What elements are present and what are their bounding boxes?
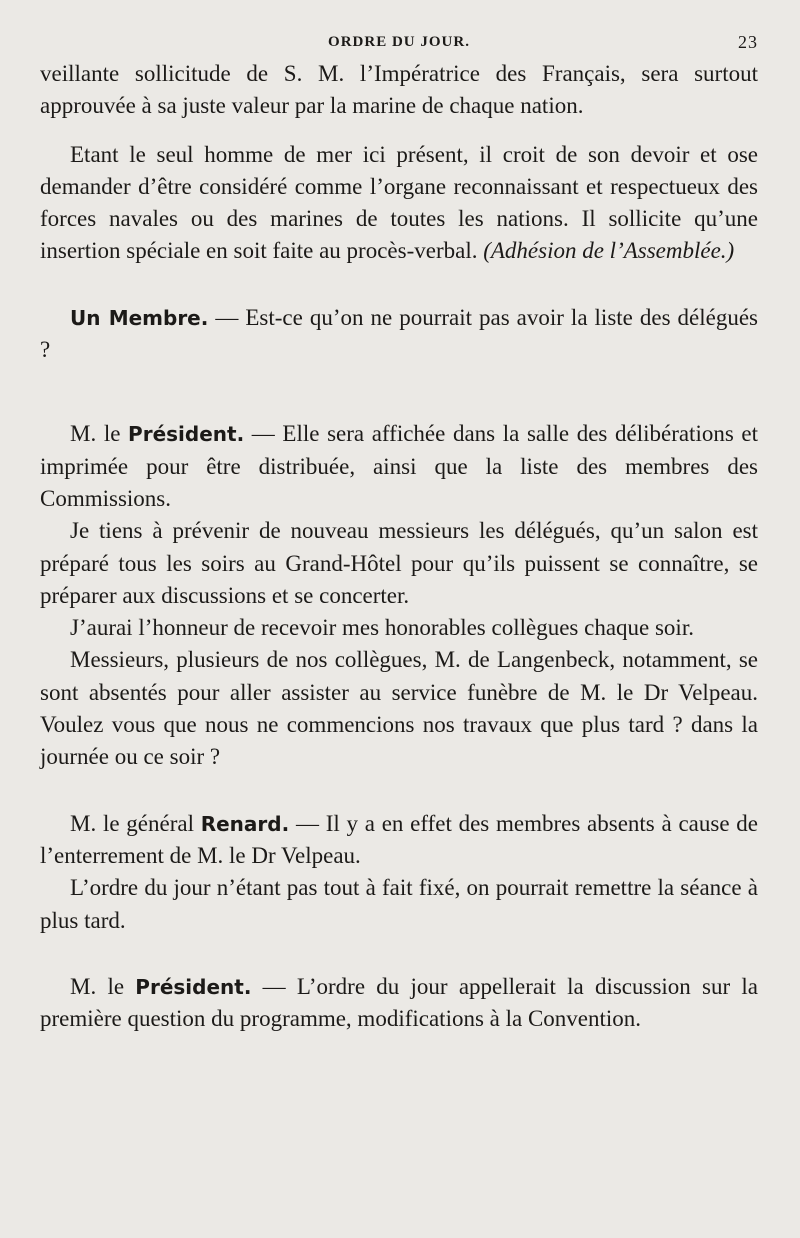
paragraph-naval-statement <box>40 139 758 268</box>
page-number: 23 <box>738 32 758 52</box>
paragraph-text: Etant le seul homme de mer ici présent, il croit de son devoir et ose demander d’être considéré comme l’organe reconnaissant et respectueux des forces navales ou des marines de toutes les nations. Il sollicite qu’une insertion spéciale en soit faite au procès-verbal. <box>40 141 758 264</box>
speech-text: — L’ordre du jour appellerait la discussion sur la première question du programme, modifications à la Convention. <box>40 973 759 1032</box>
body-text <box>40 58 758 1035</box>
paragraph-text: J’aurai l’honneur de recevoir mes honorables collègues chaque soir. <box>70 615 694 641</box>
speech-president-2 <box>40 971 758 1036</box>
paragraph-text: L’ordre du jour n’étant pas tout à fait fixé, on pourrait remettre la séance à plus tard. <box>40 875 758 933</box>
paragraph-text: Je tiens à prévenir de nouveau messieurs les délégués, qu’un salon est préparé tous les soirs au Grand-Hôtel pour qu’ils puissent se connaître, se préparer aux discussions et se concerter. <box>40 518 758 608</box>
speech-text: — Elle sera affichée dans la salle des délibérations et imprimée pour être distribuée, ainsi que la liste des membres des Commissions. <box>40 421 759 511</box>
speech-un-membre <box>40 302 758 367</box>
speaker-name: Président. <box>135 974 252 999</box>
speech-text: — Il y a en effet des membres absents à cause de l’enterrement de M. le Dr Velpeau. <box>40 810 758 868</box>
speaker-name: Un Membre. <box>70 305 209 330</box>
speaker-prefix: M. le <box>70 973 125 999</box>
running-title: ORDRE DU JOUR. <box>328 34 470 50</box>
speaker-prefix: M. le <box>70 421 121 447</box>
paragraph-ordre-du-jour <box>40 872 758 937</box>
paragraph-honneur <box>40 612 758 644</box>
speaker-prefix: M. le général <box>70 810 194 836</box>
speech-general-renard <box>40 808 758 873</box>
paragraph-continuation <box>40 58 758 123</box>
speaker-name: Président. <box>128 422 245 447</box>
stage-direction: (Adhésion de l’Assemblée.) <box>483 238 735 264</box>
speech-president-1 <box>40 418 758 515</box>
paragraph-salon <box>40 515 758 612</box>
paragraph-text: veillante sollicitude de S. M. l’Impératrice des Français, sera surtout approuvée à sa juste valeur par la marine de chaque nation. <box>40 61 758 119</box>
speaker-name: Renard. <box>200 811 290 836</box>
speech-text: — Est-ce qu’on ne pourrait pas avoir la liste des délégués ? <box>40 304 758 363</box>
paragraph-messieurs <box>40 644 758 773</box>
paragraph-text: Messieurs, plusieurs de nos collègues, M. de Langenbeck, notamment, se sont absentés pour aller assister au service funèbre de M. le Dr Velpeau. Voulez vous que nous ne commencions nos travaux que plus tard ? dans la journée ou ce soir ? <box>40 647 758 770</box>
page-header <box>40 30 758 58</box>
